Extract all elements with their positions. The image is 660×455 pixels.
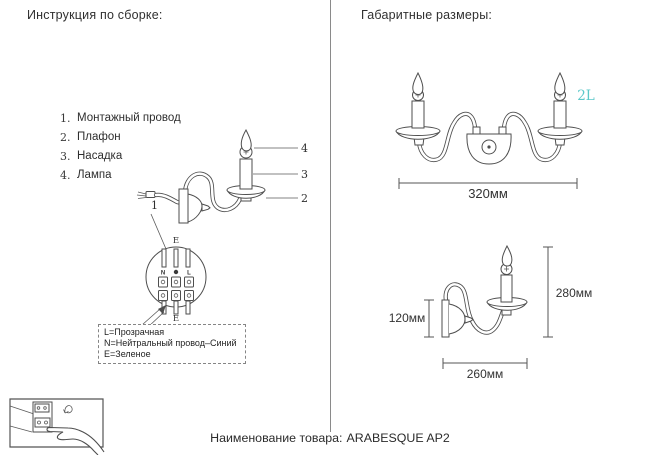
callout-number-shade: 2: [301, 192, 308, 205]
total-height-dimension-line: [543, 247, 553, 337]
list-item-label: Монтажный провод: [77, 112, 181, 124]
wiring-legend-box: [98, 324, 246, 364]
installation-hint: [6, 396, 120, 455]
callout-number-wire: 1: [151, 199, 158, 212]
arm-post: [473, 127, 480, 134]
list-item-label: Насадка: [77, 150, 123, 162]
callout-number-lamp: 4: [301, 142, 308, 155]
dimensions-title: Габаритные размеры:: [361, 8, 493, 22]
earth-label-bottom: E: [172, 314, 180, 324]
mounting-wire: [137, 192, 181, 204]
right-candle: [538, 73, 582, 145]
live-label: L: [187, 270, 191, 277]
candle-sleeve: [240, 159, 252, 189]
product-caption-label: Наименование товара:: [210, 431, 343, 445]
bracket-height-dimension-line: [424, 300, 434, 337]
list-item-number: 1.: [60, 112, 71, 125]
front-view-drawing: [392, 62, 598, 208]
legend-line-neutral: N=Нейтральный провод–Синий: [104, 338, 237, 348]
list-item-number: 4.: [60, 169, 71, 182]
list-item-number: 2.: [60, 131, 71, 144]
panel-divider: [330, 0, 331, 432]
width-dimension-label: 320мм: [468, 186, 508, 201]
wiring-detail: [128, 226, 260, 332]
callout-number-nozzle: 3: [301, 168, 308, 181]
side-view-drawing: [390, 243, 596, 389]
legend-line-earth: E=Зеленое: [104, 349, 151, 359]
outgoing-wires: [162, 301, 190, 314]
incoming-wires: [162, 249, 190, 267]
product-name: ARABESQUE AP2: [346, 431, 450, 445]
list-item-label: Лампа: [77, 169, 112, 181]
left-candle: [396, 73, 440, 145]
bracket-finial: [202, 204, 210, 211]
product-caption: [0, 431, 660, 445]
lamp-count-label: 2L: [577, 88, 595, 104]
side-candle: [487, 246, 527, 315]
total-height-label: 280мм: [555, 286, 593, 300]
arm-post: [499, 127, 506, 134]
assembly-title: Инструкция по сборке:: [27, 8, 163, 22]
legend-line-live: L=Прозрачная: [104, 327, 165, 337]
candle-assembly: [227, 130, 265, 201]
earth-symbol-icon: [174, 270, 178, 274]
bracket-height-label: 120мм: [388, 311, 426, 325]
wall-bracket: [179, 189, 210, 223]
flame: [241, 130, 251, 151]
earth-label-top: E: [172, 236, 180, 246]
depth-label: 260мм: [466, 367, 504, 381]
list-item-number: 3.: [60, 150, 71, 163]
neutral-label: N: [160, 270, 166, 277]
list-item-label: Плафон: [77, 131, 121, 143]
